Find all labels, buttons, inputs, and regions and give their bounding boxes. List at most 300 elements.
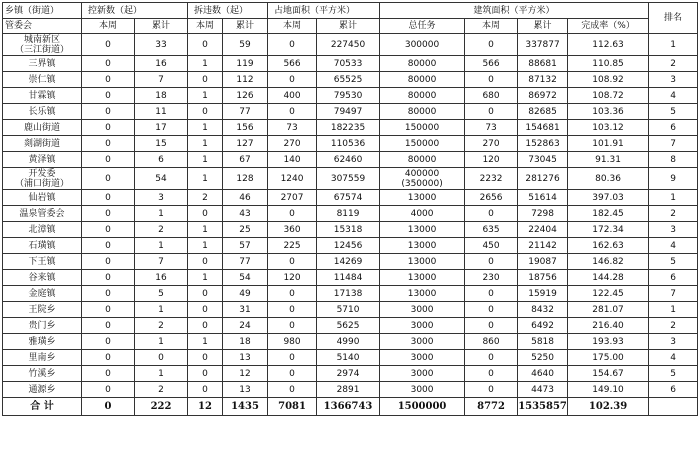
kongxin-week-cell: 0	[82, 56, 135, 72]
rank-cell: 7	[649, 286, 698, 302]
jianzhu-week-cell: 0	[465, 286, 518, 302]
rank-cell	[649, 398, 698, 416]
total-task-cell: 3000	[380, 334, 465, 350]
rank-cell: 9	[649, 168, 698, 190]
chaiwei-cum-cell: 46	[223, 190, 268, 206]
total-task-cell: 80000	[380, 88, 465, 104]
kongxin-week-cell: 0	[82, 136, 135, 152]
rank-cell: 3	[649, 72, 698, 88]
kongxin-week-cell: 0	[82, 270, 135, 286]
total-task-cell: 3000	[380, 350, 465, 366]
zhandi-cum-cell: 62460	[317, 152, 380, 168]
chaiwei-cum-cell: 31	[223, 302, 268, 318]
zhandi-week-cell: 120	[268, 270, 317, 286]
table-row	[3, 152, 698, 168]
region-name-cell: 谷来镇	[3, 270, 82, 286]
region-name-cell: 长乐镇	[3, 104, 82, 120]
region-name-cell: 里南乡	[3, 350, 82, 366]
kongxin-cum-cell: 5	[135, 286, 188, 302]
completion-rate-cell: 146.82	[568, 254, 649, 270]
total-task-cell: 150000	[380, 120, 465, 136]
rank-cell: 6	[649, 382, 698, 398]
completion-rate-cell: 103.12	[568, 120, 649, 136]
chaiwei-cum-cell: 119	[223, 56, 268, 72]
jianzhu-week-cell: 8772	[465, 398, 518, 416]
chaiwei-cum-cell: 18	[223, 334, 268, 350]
rank-cell: 3	[649, 222, 698, 238]
zhandi-week-cell: 140	[268, 152, 317, 168]
completion-rate-cell: 216.40	[568, 318, 649, 334]
table-row	[3, 334, 698, 350]
kongxin-week-cell: 0	[82, 152, 135, 168]
kongxin-week-cell: 0	[82, 318, 135, 334]
region-name-cell: 剡湖街道	[3, 136, 82, 152]
kongxin-week-cell: 0	[82, 34, 135, 56]
jianzhu-week-cell: 73	[465, 120, 518, 136]
region-name-cell: 合 计	[3, 398, 82, 416]
chaiwei-week-cell: 0	[188, 350, 223, 366]
chaiwei-week-cell: 1	[188, 136, 223, 152]
chaiwei-cum-cell: 13	[223, 350, 268, 366]
rank-cell: 5	[649, 366, 698, 382]
rank-cell: 3	[649, 334, 698, 350]
jianzhu-week-cell: 0	[465, 366, 518, 382]
jianzhu-cum-cell: 337877	[518, 34, 568, 56]
table-row	[3, 318, 698, 334]
chaiwei-week-cell: 1	[188, 238, 223, 254]
zhandi-cum-cell: 5625	[317, 318, 380, 334]
jianzhu-cum-cell: 6492	[518, 318, 568, 334]
completion-rate-cell: 154.67	[568, 366, 649, 382]
jianzhu-cum-cell: 5250	[518, 350, 568, 366]
chaiwei-week-cell: 1	[188, 270, 223, 286]
table-row	[3, 366, 698, 382]
table-row	[3, 350, 698, 366]
zhandi-cum-cell: 14269	[317, 254, 380, 270]
total-task-cell: 13000	[380, 286, 465, 302]
rank-cell: 2	[649, 56, 698, 72]
zhandi-cum-header: 累计	[317, 19, 380, 34]
jianzhu-cum-cell: 21142	[518, 238, 568, 254]
completion-rate-cell: 102.39	[568, 398, 649, 416]
chaiwei-cum-cell: 112	[223, 72, 268, 88]
jianzhu-week-cell: 0	[465, 72, 518, 88]
zhandi-week-cell: 566	[268, 56, 317, 72]
kongxin-cum-cell: 17	[135, 120, 188, 136]
completion-rate-cell: 182.45	[568, 206, 649, 222]
region-name-cell: 下王镇	[3, 254, 82, 270]
jianzhu-week-cell: 0	[465, 206, 518, 222]
total-task-header: 总任务	[380, 19, 465, 34]
region-name-cell: 三界镇	[3, 56, 82, 72]
jianzhu-cum-cell: 1535857	[518, 398, 568, 416]
kongxin-cum-cell: 1	[135, 238, 188, 254]
jianzhu-cum-cell: 281276	[518, 168, 568, 190]
zhandi-cum-cell: 65525	[317, 72, 380, 88]
completion-rate-cell: 110.85	[568, 56, 649, 72]
total-task-cell: 1500000	[380, 398, 465, 416]
total-task-cell: 400000 (350000)	[380, 168, 465, 190]
rank-cell: 4	[649, 88, 698, 104]
kongxin-week-cell: 0	[82, 168, 135, 190]
completion-rate-cell: 103.36	[568, 104, 649, 120]
completion-rate-cell: 175.00	[568, 350, 649, 366]
chaiwei-week-cell: 0	[188, 72, 223, 88]
chaiwei-cum-cell: 127	[223, 136, 268, 152]
total-task-cell: 80000	[380, 56, 465, 72]
zhandi-cum-cell: 307559	[317, 168, 380, 190]
chaiwei-week-cell: 1	[188, 56, 223, 72]
chaiwei-week-cell: 0	[188, 366, 223, 382]
completion-rate-cell: 162.63	[568, 238, 649, 254]
total-task-cell: 13000	[380, 238, 465, 254]
kongxin-cum-cell: 1	[135, 206, 188, 222]
chaiwei-cum-cell: 156	[223, 120, 268, 136]
table-row	[3, 222, 698, 238]
chaiwei-cum-cell: 49	[223, 286, 268, 302]
chaiwei-week-cell: 1	[188, 168, 223, 190]
chaiwei-week-cell: 1	[188, 222, 223, 238]
kongxin-week-cell: 0	[82, 120, 135, 136]
rank-cell: 6	[649, 120, 698, 136]
zhandi-cum-cell: 2974	[317, 366, 380, 382]
chaiwei-week-cell: 0	[188, 382, 223, 398]
chaiwei-cum-cell: 1435	[223, 398, 268, 416]
rank-header: 排名	[649, 3, 698, 34]
region-name-cell: 石璜镇	[3, 238, 82, 254]
jianzhu-week-header: 本周	[465, 19, 518, 34]
jianzhu-week-cell: 0	[465, 302, 518, 318]
jianzhu-week-cell: 0	[465, 104, 518, 120]
chaiwei-cum-cell: 13	[223, 382, 268, 398]
statistics-table	[2, 2, 698, 416]
region-name-cell: 北漳镇	[3, 222, 82, 238]
jianzhu-week-cell: 566	[465, 56, 518, 72]
chaiwei-cum-cell: 67	[223, 152, 268, 168]
completion-rate-cell: 144.28	[568, 270, 649, 286]
jianzhu-cum-cell: 19087	[518, 254, 568, 270]
jianzhu-cum-cell: 15919	[518, 286, 568, 302]
kongxin-cum-cell: 6	[135, 152, 188, 168]
zhandi-week-cell: 360	[268, 222, 317, 238]
zhandi-week-cell: 0	[268, 72, 317, 88]
region-name-cell: 王院乡	[3, 302, 82, 318]
jianzhu-cum-cell: 5818	[518, 334, 568, 350]
zhandi-cum-cell: 182235	[317, 120, 380, 136]
jianzhu-cum-cell: 87132	[518, 72, 568, 88]
total-task-cell: 3000	[380, 366, 465, 382]
kongxin-cum-cell: 7	[135, 72, 188, 88]
completion-rate-header: 完成率（%）	[568, 19, 649, 34]
chaiwei-cum-cell: 57	[223, 238, 268, 254]
zhandi-week-cell: 0	[268, 104, 317, 120]
zhandi-group-header: 占地面积（平方米）	[268, 3, 380, 19]
chaiwei-cum-cell: 43	[223, 206, 268, 222]
jianzhu-week-cell: 0	[465, 318, 518, 334]
zhandi-cum-cell: 227450	[317, 34, 380, 56]
zhandi-cum-cell: 8119	[317, 206, 380, 222]
zhandi-cum-cell: 17138	[317, 286, 380, 302]
zhandi-week-header: 本周	[268, 19, 317, 34]
zhandi-week-cell: 7081	[268, 398, 317, 416]
chaiwei-cum-cell: 12	[223, 366, 268, 382]
jianzhu-cum-cell: 18756	[518, 270, 568, 286]
total-task-cell: 150000	[380, 136, 465, 152]
chaiwei-week-cell: 0	[188, 254, 223, 270]
zhandi-cum-cell: 11484	[317, 270, 380, 286]
zhandi-cum-cell: 15318	[317, 222, 380, 238]
chaiwei-week-cell: 0	[188, 302, 223, 318]
kongxin-cum-cell: 0	[135, 350, 188, 366]
region-name-cell: 仙岩镇	[3, 190, 82, 206]
kongxin-cum-header: 累计	[135, 19, 188, 34]
zhandi-week-cell: 0	[268, 366, 317, 382]
completion-rate-cell: 80.36	[568, 168, 649, 190]
kongxin-week-cell: 0	[82, 222, 135, 238]
completion-rate-cell: 149.10	[568, 382, 649, 398]
kongxin-cum-cell: 2	[135, 382, 188, 398]
jianzhu-week-cell: 0	[465, 350, 518, 366]
kongxin-week-cell: 0	[82, 382, 135, 398]
region-name-cell: 甘霖镇	[3, 88, 82, 104]
kongxin-cum-cell: 7	[135, 254, 188, 270]
kongxin-cum-cell: 54	[135, 168, 188, 190]
jianzhu-cum-cell: 152863	[518, 136, 568, 152]
zhandi-cum-cell: 110536	[317, 136, 380, 152]
jianzhu-cum-cell: 51614	[518, 190, 568, 206]
zhandi-cum-cell: 79497	[317, 104, 380, 120]
jianzhu-week-cell: 0	[465, 254, 518, 270]
chaiwei-group-header: 拆违数（起）	[188, 3, 268, 19]
header-row-1	[3, 3, 698, 19]
completion-rate-cell: 101.91	[568, 136, 649, 152]
rank-cell: 5	[649, 254, 698, 270]
chaiwei-cum-cell: 126	[223, 88, 268, 104]
table-row	[3, 254, 698, 270]
kongxin-week-cell: 0	[82, 104, 135, 120]
jianzhu-week-cell: 860	[465, 334, 518, 350]
jianzhu-week-cell: 635	[465, 222, 518, 238]
region-name-cell: 鹿山街道	[3, 120, 82, 136]
header-row-2	[3, 19, 698, 34]
zhandi-week-cell: 73	[268, 120, 317, 136]
zhandi-week-cell: 0	[268, 206, 317, 222]
kongxin-week-cell: 0	[82, 190, 135, 206]
rank-cell: 5	[649, 104, 698, 120]
zhandi-cum-cell: 5140	[317, 350, 380, 366]
jianzhu-week-cell: 450	[465, 238, 518, 254]
total-task-cell: 13000	[380, 270, 465, 286]
kongxin-cum-cell: 15	[135, 136, 188, 152]
region-name-cell: 城南新区 （三江街道）	[3, 34, 82, 56]
chaiwei-week-header: 本周	[188, 19, 223, 34]
kongxin-week-cell: 0	[82, 334, 135, 350]
jianzhu-cum-cell: 88681	[518, 56, 568, 72]
zhandi-week-cell: 980	[268, 334, 317, 350]
chaiwei-cum-cell: 54	[223, 270, 268, 286]
table-row	[3, 206, 698, 222]
rank-cell: 4	[649, 350, 698, 366]
chaiwei-cum-cell: 77	[223, 104, 268, 120]
chaiwei-week-cell: 1	[188, 334, 223, 350]
zhandi-cum-cell: 12456	[317, 238, 380, 254]
jianzhu-week-cell: 270	[465, 136, 518, 152]
rank-cell: 1	[649, 302, 698, 318]
zhandi-week-cell: 0	[268, 302, 317, 318]
table-row	[3, 34, 698, 56]
table-row	[3, 286, 698, 302]
jianzhu-week-cell: 680	[465, 88, 518, 104]
kongxin-week-cell: 0	[82, 398, 135, 416]
total-task-cell: 13000	[380, 222, 465, 238]
region-name-cell: 贵门乡	[3, 318, 82, 334]
region-name-cell: 黄泽镇	[3, 152, 82, 168]
rank-cell: 1	[649, 34, 698, 56]
jianzhu-cum-cell: 73045	[518, 152, 568, 168]
table-row	[3, 382, 698, 398]
zhandi-cum-cell: 79530	[317, 88, 380, 104]
zhandi-cum-cell: 1366743	[317, 398, 380, 416]
jianzhu-week-cell: 2232	[465, 168, 518, 190]
total-task-cell: 13000	[380, 190, 465, 206]
table-row	[3, 168, 698, 190]
table-row	[3, 302, 698, 318]
total-task-cell: 3000	[380, 318, 465, 334]
kongxin-cum-cell: 18	[135, 88, 188, 104]
total-task-cell: 80000	[380, 72, 465, 88]
completion-rate-cell: 397.03	[568, 190, 649, 206]
kongxin-week-cell: 0	[82, 238, 135, 254]
kongxin-cum-cell: 33	[135, 34, 188, 56]
chaiwei-cum-cell: 128	[223, 168, 268, 190]
jianzhu-cum-cell: 4473	[518, 382, 568, 398]
region-name-cell: 温泉管委会	[3, 206, 82, 222]
total-task-cell: 3000	[380, 382, 465, 398]
chaiwei-week-cell: 0	[188, 104, 223, 120]
total-task-cell: 300000	[380, 34, 465, 56]
table-row	[3, 56, 698, 72]
jianzhu-cum-cell: 8432	[518, 302, 568, 318]
zhandi-week-cell: 270	[268, 136, 317, 152]
chaiwei-week-cell: 0	[188, 206, 223, 222]
completion-rate-cell: 108.92	[568, 72, 649, 88]
kongxin-cum-cell: 1	[135, 334, 188, 350]
jianzhu-week-cell: 120	[465, 152, 518, 168]
kongxin-cum-cell: 16	[135, 56, 188, 72]
zhandi-week-cell: 0	[268, 286, 317, 302]
table-row	[3, 238, 698, 254]
chaiwei-cum-cell: 59	[223, 34, 268, 56]
kongxin-week-cell: 0	[82, 254, 135, 270]
rank-cell: 7	[649, 136, 698, 152]
jianzhu-week-cell: 2656	[465, 190, 518, 206]
table-row	[3, 136, 698, 152]
region-name-cell: 金庭镇	[3, 286, 82, 302]
kongxin-cum-cell: 1	[135, 302, 188, 318]
total-task-cell: 80000	[380, 152, 465, 168]
rank-cell: 2	[649, 206, 698, 222]
kongxin-week-cell: 0	[82, 366, 135, 382]
chaiwei-cum-header: 累计	[223, 19, 268, 34]
zhandi-week-cell: 225	[268, 238, 317, 254]
zhandi-week-cell: 1240	[268, 168, 317, 190]
kongxin-week-cell: 0	[82, 88, 135, 104]
zhandi-cum-cell: 70533	[317, 56, 380, 72]
rank-cell: 4	[649, 238, 698, 254]
jianzhu-week-cell: 0	[465, 34, 518, 56]
region-name-cell: 竹溪乡	[3, 366, 82, 382]
kongxin-week-header: 本周	[82, 19, 135, 34]
chaiwei-cum-cell: 77	[223, 254, 268, 270]
chaiwei-week-cell: 0	[188, 286, 223, 302]
jianzhu-cum-cell: 7298	[518, 206, 568, 222]
zhandi-week-cell: 0	[268, 318, 317, 334]
jianzhu-group-header: 建筑面积（平方米）	[380, 3, 649, 19]
kongxin-group-header: 控新数（起）	[82, 3, 188, 19]
jianzhu-week-cell: 0	[465, 382, 518, 398]
total-task-cell: 3000	[380, 302, 465, 318]
jianzhu-cum-cell: 22404	[518, 222, 568, 238]
total-row	[3, 398, 698, 416]
region-name-cell: 通源乡	[3, 382, 82, 398]
zhandi-week-cell: 0	[268, 34, 317, 56]
completion-rate-cell: 112.63	[568, 34, 649, 56]
total-task-cell: 13000	[380, 254, 465, 270]
zhandi-cum-cell: 4990	[317, 334, 380, 350]
kongxin-week-cell: 0	[82, 302, 135, 318]
kongxin-cum-cell: 222	[135, 398, 188, 416]
chaiwei-week-cell: 1	[188, 120, 223, 136]
rank-cell: 1	[649, 190, 698, 206]
table-row	[3, 190, 698, 206]
chaiwei-week-cell: 12	[188, 398, 223, 416]
jianzhu-cum-cell: 4640	[518, 366, 568, 382]
rank-cell: 8	[649, 152, 698, 168]
jianzhu-cum-cell: 154681	[518, 120, 568, 136]
kongxin-cum-cell: 2	[135, 318, 188, 334]
jianzhu-cum-cell: 82685	[518, 104, 568, 120]
kongxin-week-cell: 0	[82, 350, 135, 366]
completion-rate-cell: 91.31	[568, 152, 649, 168]
zhandi-week-cell: 0	[268, 254, 317, 270]
zhandi-cum-cell: 67574	[317, 190, 380, 206]
completion-rate-cell: 122.45	[568, 286, 649, 302]
jianzhu-cum-cell: 86972	[518, 88, 568, 104]
kongxin-week-cell: 0	[82, 206, 135, 222]
total-task-cell: 80000	[380, 104, 465, 120]
corner-bottom-header: 管委会	[3, 19, 82, 34]
zhandi-cum-cell: 5710	[317, 302, 380, 318]
chaiwei-week-cell: 1	[188, 88, 223, 104]
chaiwei-week-cell: 2	[188, 190, 223, 206]
zhandi-cum-cell: 2891	[317, 382, 380, 398]
kongxin-cum-cell: 16	[135, 270, 188, 286]
rank-cell: 6	[649, 270, 698, 286]
kongxin-cum-cell: 2	[135, 222, 188, 238]
table-row	[3, 270, 698, 286]
region-name-cell: 雅璜乡	[3, 334, 82, 350]
chaiwei-week-cell: 0	[188, 318, 223, 334]
table-row	[3, 88, 698, 104]
zhandi-week-cell: 2707	[268, 190, 317, 206]
chaiwei-cum-cell: 24	[223, 318, 268, 334]
chaiwei-week-cell: 0	[188, 34, 223, 56]
completion-rate-cell: 193.93	[568, 334, 649, 350]
jianzhu-week-cell: 230	[465, 270, 518, 286]
kongxin-cum-cell: 3	[135, 190, 188, 206]
chaiwei-week-cell: 1	[188, 152, 223, 168]
region-name-cell: 崇仁镇	[3, 72, 82, 88]
